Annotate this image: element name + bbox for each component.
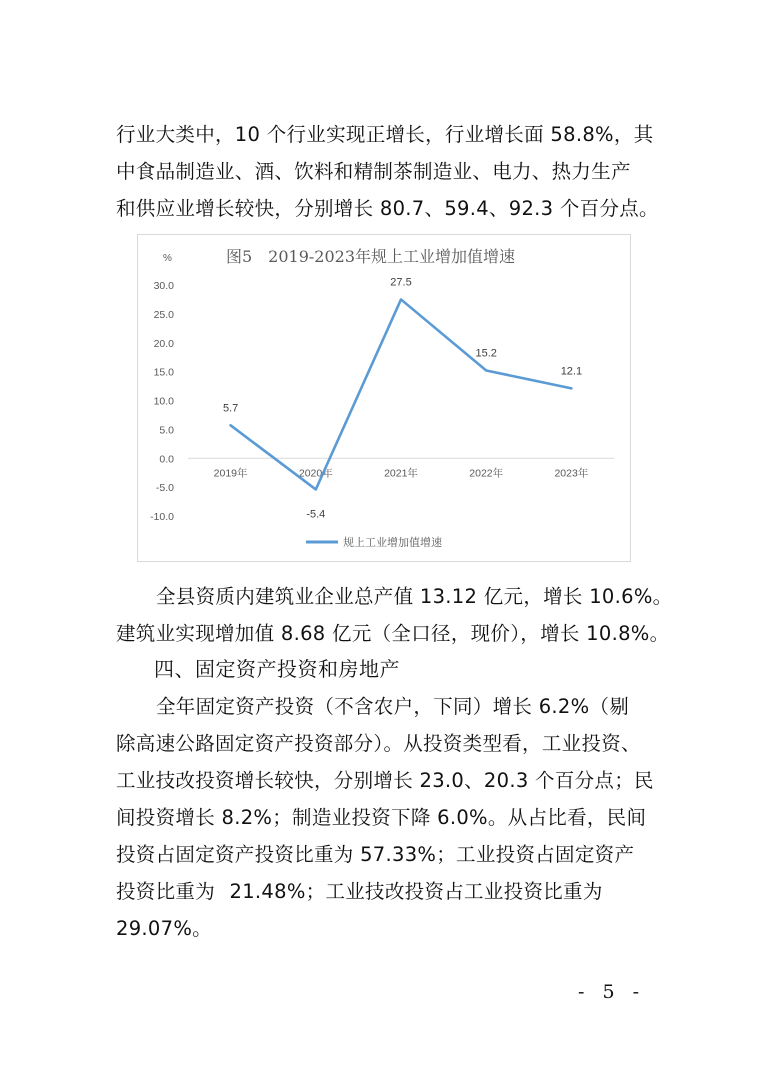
data-label: 5.7 xyxy=(222,402,239,415)
text-line: 全年固定资产投资（不含农户，下同）增长 6.2%（剔 xyxy=(156,695,630,718)
text-line: 投资比重为 21.48%；工业技改投资占工业投资比重为 xyxy=(116,880,603,903)
y-tick-label: 15.0 xyxy=(153,366,174,379)
text-line: 投资占固定资产投资比重为 57.33%；工业投资占固定资产 xyxy=(116,843,635,866)
y-tick-label: -10.0 xyxy=(150,511,174,523)
chart-legend xyxy=(306,535,442,549)
x-tick-label: 2021年 xyxy=(384,467,418,480)
section-heading: 四、固定资产投资和房地产 xyxy=(154,657,400,681)
text-line: 29.07%。 xyxy=(116,917,212,940)
text-line: 全县资质内建筑业企业总产值 13.12 亿元，增长 10.6%。 xyxy=(156,585,673,608)
legend-label: 规上工业增加值增速 xyxy=(343,537,442,549)
y-unit-label: % xyxy=(163,253,172,264)
line-chart-svg xyxy=(138,235,630,561)
text-line: 和供应业增长较快，分别增长 80.7、59.4、92.3 个百分点。 xyxy=(116,197,659,220)
data-label-group xyxy=(223,276,582,520)
page-number: - 5 - xyxy=(577,981,645,1003)
paragraph-fixed-asset-investment xyxy=(116,688,654,947)
text-line: 建筑业实现增加值 8.68 亿元（全口径，现价），增长 10.8%。 xyxy=(116,622,670,645)
y-tick-label: 10.0 xyxy=(153,395,174,408)
x-tick-label: 2023年 xyxy=(554,467,589,480)
y-tick-label: 5.0 xyxy=(159,424,174,437)
data-label: 15.2 xyxy=(475,347,497,360)
y-axis-tick-labels xyxy=(150,280,174,523)
y-tick-label: 25.0 xyxy=(153,308,174,321)
text-line: 工业技改投资增长较快，分别增长 23.0、20.3 个百分点；民 xyxy=(116,769,654,792)
data-label: -5.4 xyxy=(306,508,326,521)
x-axis-tick-labels xyxy=(214,466,589,479)
chart-title: 图5 2019-2023年规上工业增加值增速 xyxy=(226,247,516,266)
series-line-group xyxy=(231,299,572,489)
x-tick-label: 2022年 xyxy=(469,467,504,480)
y-tick-label: 20.0 xyxy=(153,337,174,350)
x-tick-label: 2020年 xyxy=(298,467,333,480)
x-tick-label: 2019年 xyxy=(213,467,248,480)
text-line: 间投资增长 8.2%；制造业投资下降 6.0%。从占比看，民间 xyxy=(116,806,647,829)
y-tick-label: -5.0 xyxy=(155,482,174,495)
text-line: 行业大类中，10 个行业实现正增长，行业增长面 58.8%，其 xyxy=(116,123,654,146)
paragraph-construction xyxy=(116,578,673,652)
industrial-growth-chart xyxy=(137,234,631,562)
data-label: 27.5 xyxy=(390,276,412,289)
series-line xyxy=(231,299,572,489)
text-line: 中食品制造业、酒、饮料和精制茶制造业、电力、热力生产 xyxy=(116,160,631,183)
text-line: 除高速公路固定资产投资部分）。从投资类型看，工业投资、 xyxy=(116,732,641,755)
paragraph-industry-categories xyxy=(116,116,659,227)
data-label: 12.1 xyxy=(560,365,583,378)
y-tick-label: 0.0 xyxy=(159,453,174,466)
y-tick-label: 30.0 xyxy=(153,280,174,292)
